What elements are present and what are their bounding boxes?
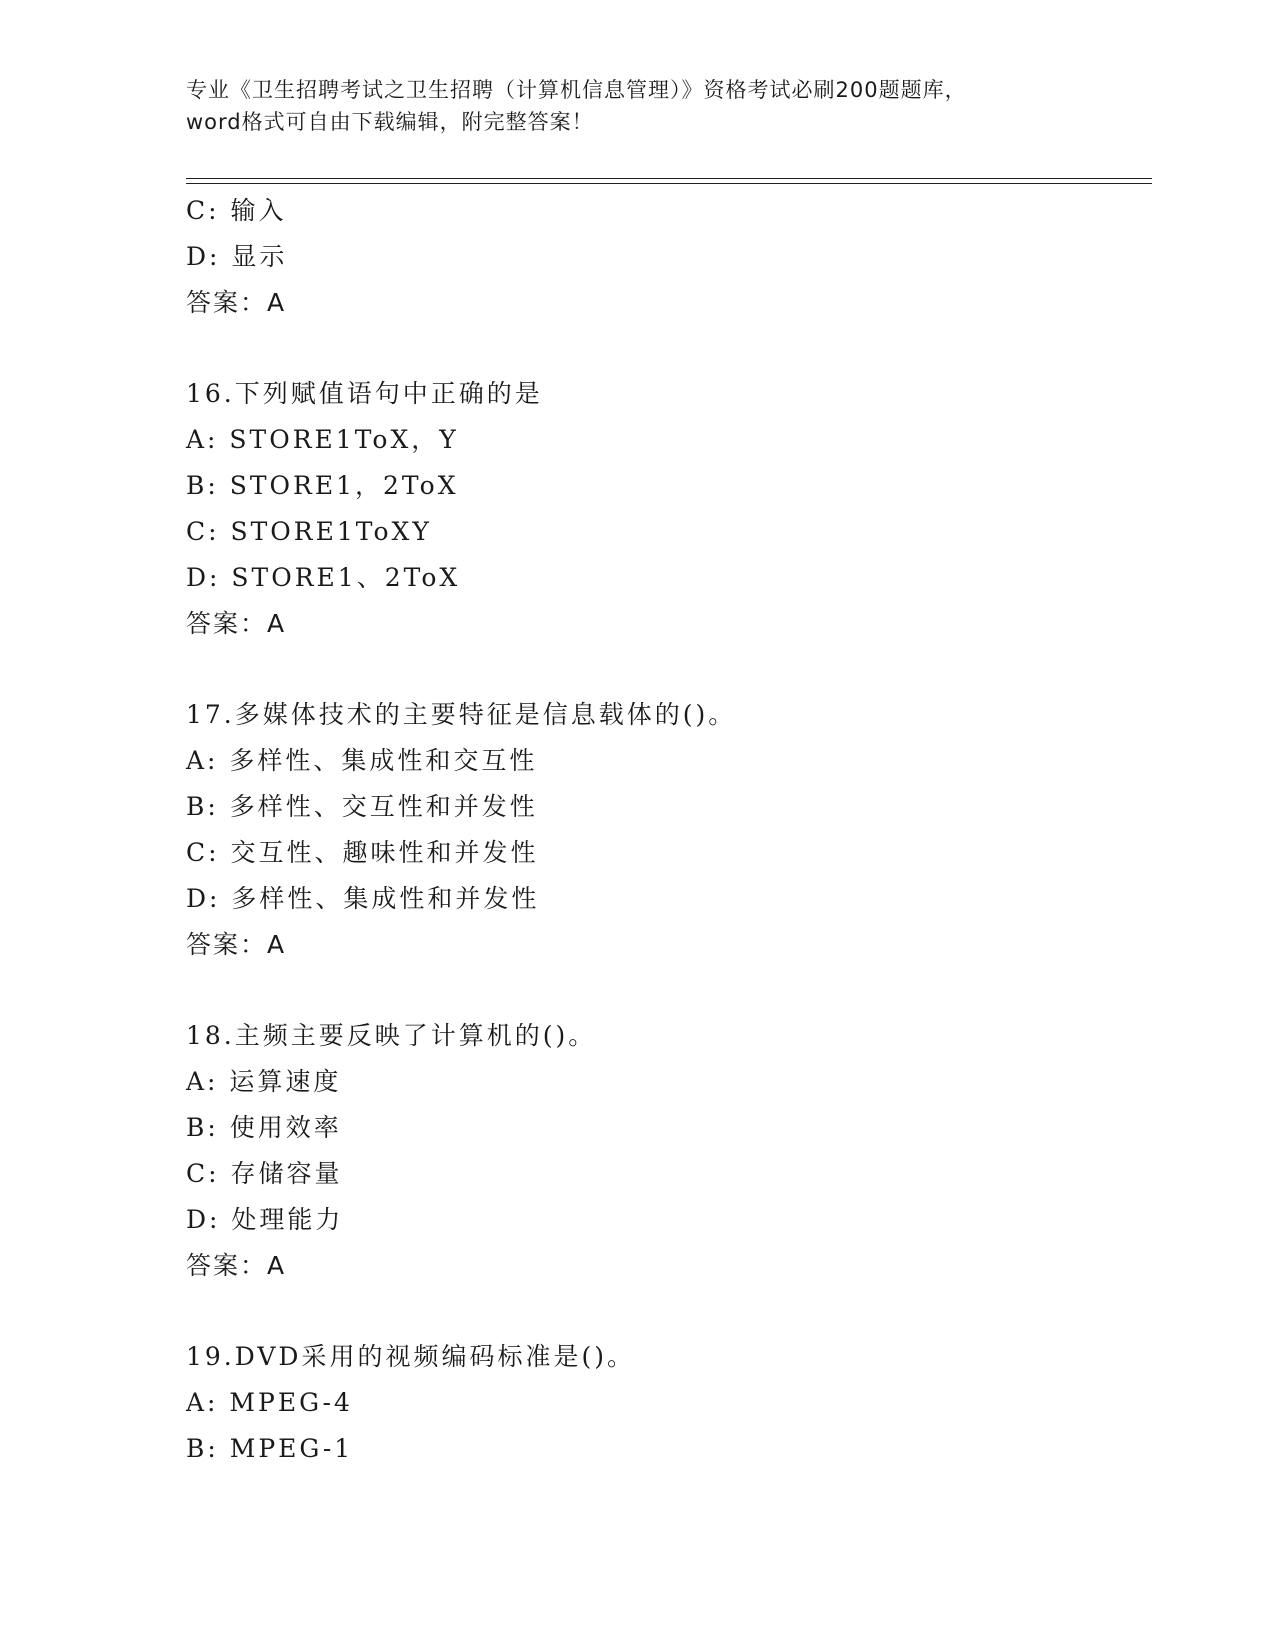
header-divider-top — [186, 178, 1152, 179]
answer-line: 答案：A — [186, 930, 287, 959]
question-stem: 19.DVD采用的视频编码标准是()。 — [186, 1342, 635, 1371]
question-15-continued — [186, 188, 1146, 326]
option-b: B: MPEG-1 — [186, 1434, 354, 1463]
option-a: A: MPEG-4 — [186, 1388, 353, 1417]
option-d: D: 多样性、集成性和并发性 — [186, 884, 540, 913]
option-c: C: STORE1ToXY — [186, 517, 432, 546]
answer-line: 答案：A — [186, 288, 287, 317]
spacer — [186, 326, 1146, 371]
option-d: D: STORE1、2ToX — [186, 563, 461, 592]
spacer — [186, 1289, 1146, 1334]
option-d: D: 显示 — [186, 242, 288, 271]
option-c: C: 输入 — [186, 196, 287, 225]
option-b: B: 使用效率 — [186, 1113, 342, 1142]
question-list — [186, 188, 1146, 1472]
option-c: C: 交互性、趣味性和并发性 — [186, 838, 539, 867]
question-17 — [186, 692, 1146, 968]
spacer — [186, 647, 1146, 692]
option-b: B: STORE1，2ToX — [186, 471, 459, 500]
option-a: A: STORE1ToX，Y — [186, 425, 459, 454]
question-19 — [186, 1334, 1146, 1472]
answer-line: 答案：A — [186, 1251, 287, 1280]
option-c: C: 存储容量 — [186, 1159, 343, 1188]
header-divider-bottom — [186, 183, 1152, 184]
question-stem: 16.下列赋值语句中正确的是 — [186, 379, 543, 408]
option-a: A: 多样性、集成性和交互性 — [186, 746, 538, 775]
header-line-2: word格式可自由下载编辑，附完整答案！ — [186, 110, 594, 134]
answer-line: 答案：A — [186, 609, 287, 638]
question-stem: 17.多媒体技术的主要特征是信息载体的()。 — [186, 700, 737, 729]
option-a: A: 运算速度 — [186, 1067, 342, 1096]
option-d: D: 处理能力 — [186, 1205, 344, 1234]
spacer — [186, 968, 1146, 1013]
option-b: B: 多样性、交互性和并发性 — [186, 792, 538, 821]
question-16 — [186, 371, 1146, 647]
question-18 — [186, 1013, 1146, 1289]
document-header — [186, 74, 1146, 138]
header-line-1: 专业《卫生招聘考试之卫生招聘（计算机信息管理）》资格考试必刷200题题库， — [186, 78, 967, 102]
question-stem: 18.主频主要反映了计算机的()。 — [186, 1021, 597, 1050]
